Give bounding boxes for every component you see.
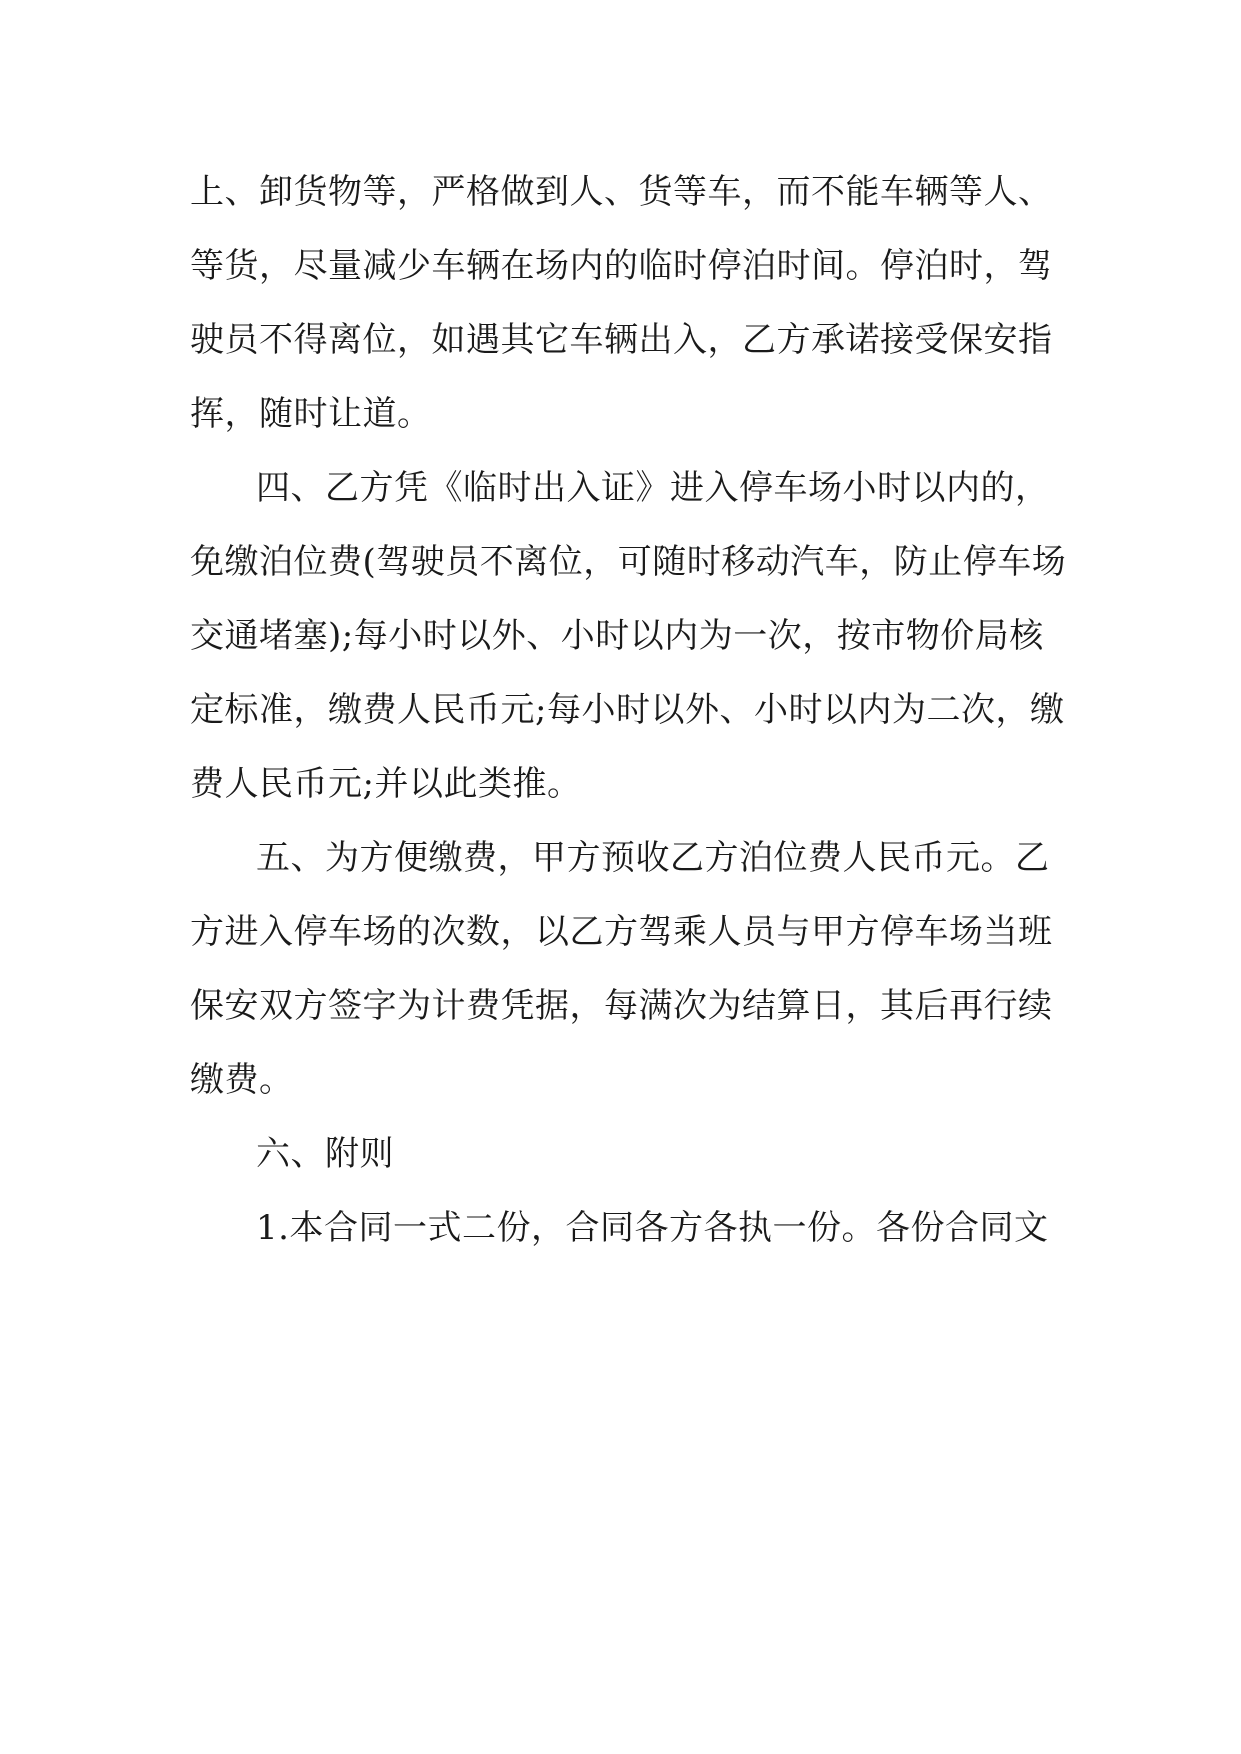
paragraph-4-line-1: 四、乙方凭《临时出入证》进入停车场小时以内的，: [256, 468, 1050, 508]
paragraph-3-line-2: 等货，尽量减少车辆在场内的临时停泊时间。停泊时，驾: [190, 246, 1053, 286]
paragraph-4-line-4: 定标准，缴费人民币元;每小时以外、小时以内为二次，缴: [190, 690, 1065, 730]
paragraph-4-line-3: 交通堵塞);每小时以外、小时以内为一次，按市物价局核: [190, 616, 1044, 656]
paragraph-3-line-1: 上、卸货物等，严格做到人、货等车，而不能车辆等人、: [190, 172, 1053, 212]
paragraph-5-line-1: 五、为方便缴费，甲方预收乙方泊位费人民币元。乙: [256, 838, 1050, 878]
paragraph-5-line-4: 缴费。: [190, 1060, 294, 1100]
paragraph-5-line-2: 方进入停车场的次数，以乙方驾乘人员与甲方停车场当班: [190, 912, 1053, 952]
paragraph-4-line-2: 免缴泊位费(驾驶员不离位，可随时移动汽车，防止停车场: [190, 542, 1067, 582]
paragraph-5-line-3: 保安双方签字为计费凭据，每满次为结算日，其后再行续: [190, 986, 1053, 1026]
paragraph-3-line-3: 驶员不得离位，如遇其它车辆出入，乙方承诺接受保安指: [190, 320, 1053, 360]
paragraph-3-line-4: 挥，随时让道。: [190, 394, 432, 434]
appendix-item-1-line-1: 1.本合同一式二份，合同各方各执一份。各份合同文: [256, 1208, 1049, 1248]
section-heading-appendix: 六、附则: [256, 1134, 394, 1174]
paragraph-4-line-5: 费人民币元;并以此类推。: [190, 764, 582, 804]
